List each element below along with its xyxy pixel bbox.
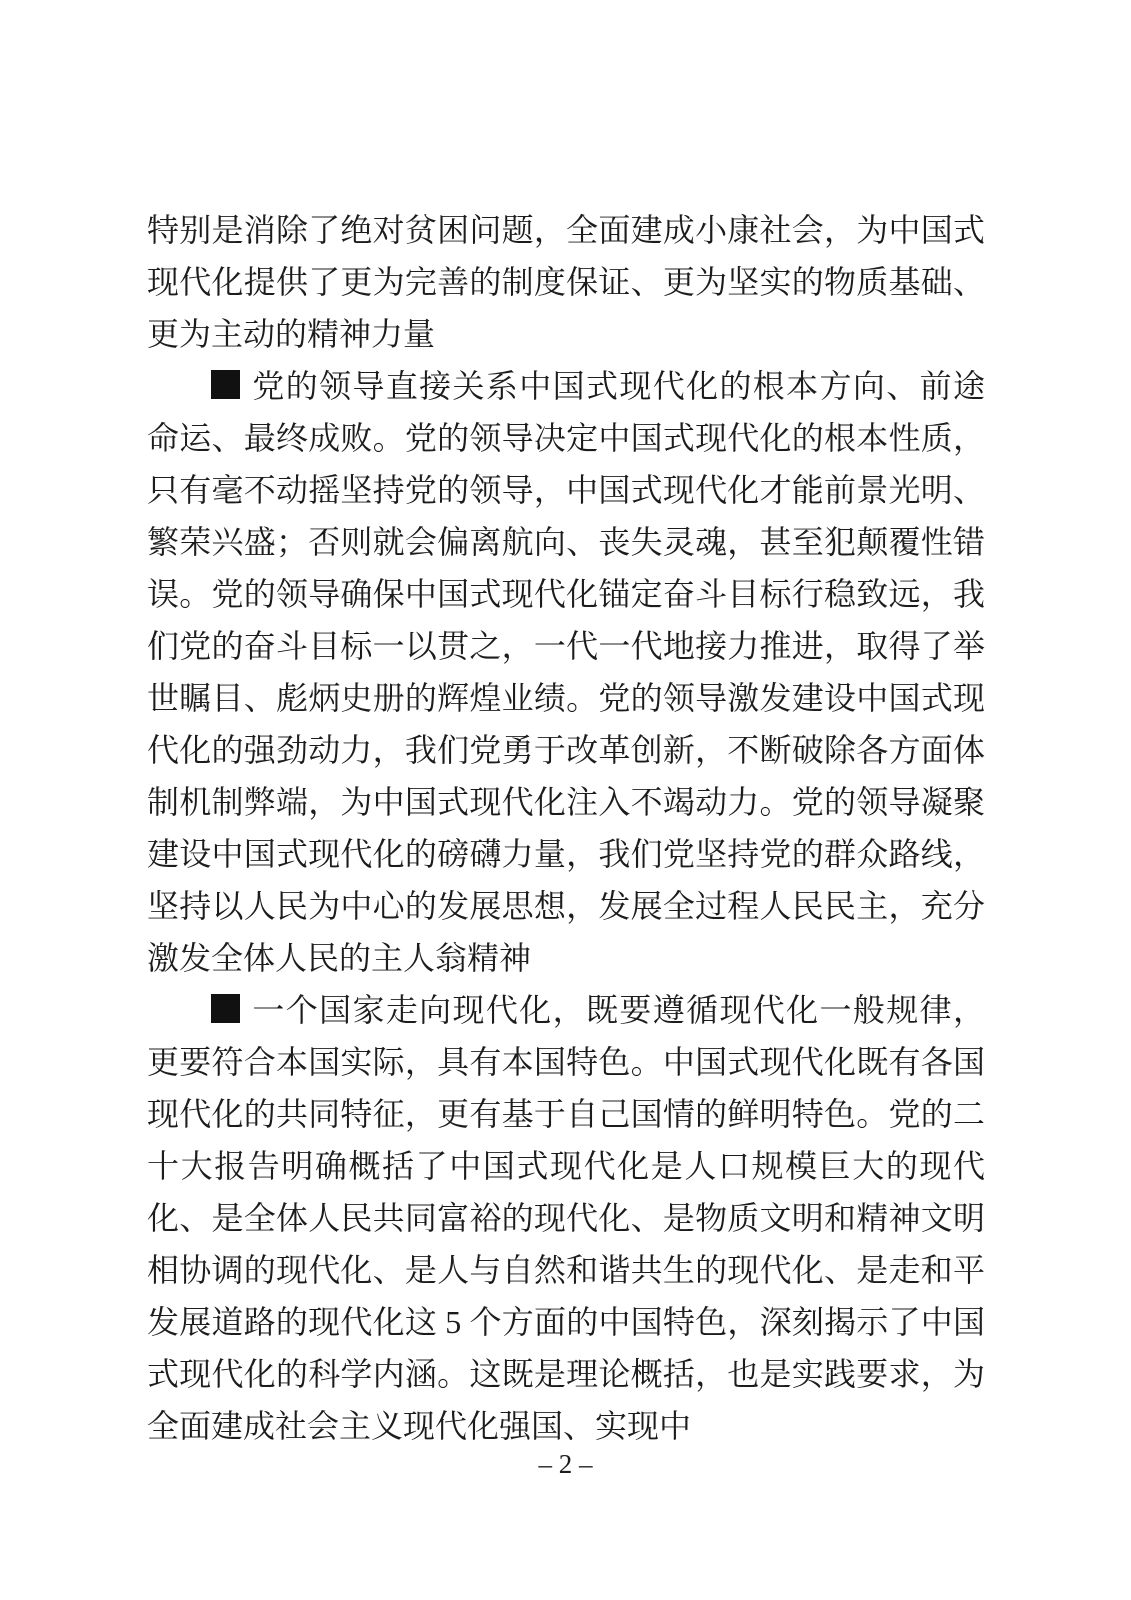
bullet-square-icon bbox=[211, 994, 240, 1023]
paragraph-text: 党的领导直接关系中国式现代化的根本方向、前途命运、最终成败。党的领导决定中国式现代化的根本性质，只有毫不动摇坚持党的领导，中国式现代化才能前景光明、繁荣兴盛；否则就会偏离航向、丧失灵魂，甚至犯颠覆性错误。党的领导确保中国式现代化锚定奋斗目标行稳致远，我们党的奋斗目标一以贯之，一代一代地接力推进，取得了举世瞩目、彪炳史册的辉煌业绩。党的领导激发建设中国式现代化的强劲动力，我们党勇于改革创新，不断破除各方面体制机制弊端，为中国式现代化注入不竭动力。党的领导凝聚建设中国式现代化的磅礴力量，我们党坚持党的群众路线，坚持以人民为中心的发展思想，发展全过程人民民主，充分激发全体人民的主人翁精神 bbox=[147, 368, 985, 976]
page-body bbox=[147, 204, 985, 1452]
paragraph-text: 一个国家走向现代化，既要遵循现代化一般规律，更要符合本国实际，具有本国特色。中国式现代化既有各国现代化的共同特征，更有基于自己国情的鲜明特色。党的二十大报告明确概括了中国式现代化是人口规模巨大的现代化、是全体人民共同富裕的现代化、是物质文明和精神文明相协调的现代化、是人与自然和谐共生的现代化、是走和平发展道路的现代化这 5 个方面的中国特色，深刻揭示了中国式现代化的科学内涵。这既是理论概括，也是实践要求，为全面建成社会主义现代化强国、实现中 bbox=[147, 992, 985, 1444]
page-number: – 2 – bbox=[538, 1449, 593, 1479]
paragraph-bullet-1 bbox=[147, 360, 985, 984]
paragraph-bullet-2 bbox=[147, 984, 985, 1452]
paragraph-text: 特别是消除了绝对贫困问题，全面建成小康社会，为中国式现代化提供了更为完善的制度保证、更为坚实的物质基础、更为主动的精神力量 bbox=[147, 212, 985, 352]
bullet-square-icon bbox=[211, 370, 240, 399]
paragraph-continuation bbox=[147, 204, 985, 360]
